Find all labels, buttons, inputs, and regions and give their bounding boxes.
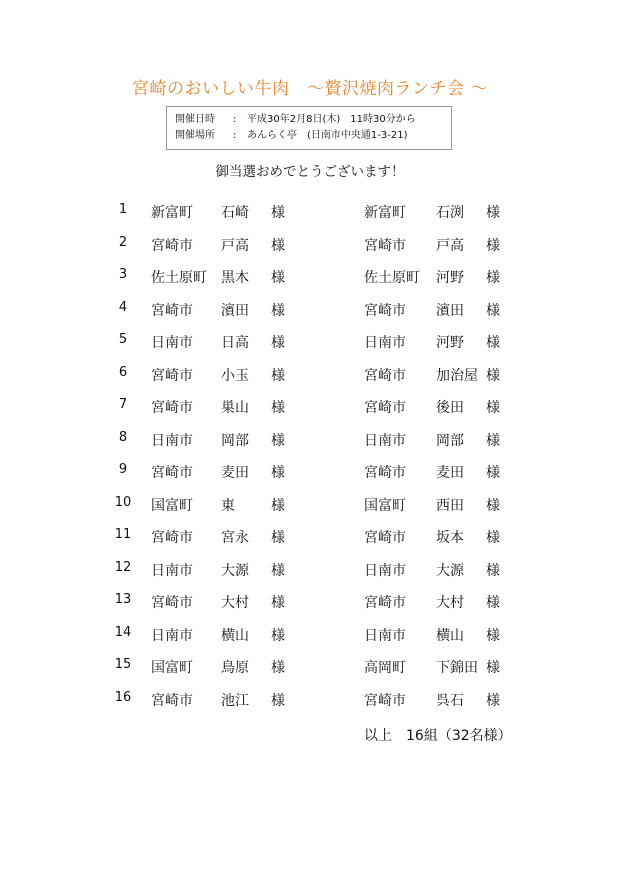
- winner-number: 14: [114, 624, 132, 640]
- winner-a-name: 大源: [221, 562, 249, 579]
- winner-b-name: 河野: [436, 335, 464, 351]
- winner-b-name: 西田: [436, 497, 464, 514]
- winner-a-name: 石崎: [221, 205, 249, 221]
- event-place-label: 開催場所: [175, 130, 215, 141]
- winner-a-city: 新富町: [151, 205, 193, 221]
- winner-a-city: 日南市: [151, 335, 193, 351]
- winner-a-city: 宮崎市: [151, 302, 193, 319]
- winner-a-honorific: 様: [271, 595, 285, 611]
- winner-a-honorific: 様: [271, 497, 285, 514]
- winner-b-name: 後田: [436, 400, 464, 416]
- winner-b-city: 宮崎市: [364, 595, 406, 611]
- winner-a-city: 日南市: [151, 627, 193, 644]
- winner-b-honorific: 様: [486, 400, 500, 416]
- winner-b-honorific: 様: [486, 237, 500, 254]
- winner-b-name: 戸高: [436, 237, 464, 254]
- winner-b-city: 日南市: [364, 562, 406, 579]
- winner-a-name: 戸高: [221, 237, 249, 254]
- winner-a-city: 宮崎市: [151, 400, 193, 416]
- winner-number: 15: [114, 657, 132, 672]
- winner-b-honorific: 様: [486, 302, 500, 319]
- winner-row: [0, 235, 620, 257]
- winner-b-honorific: 様: [486, 627, 500, 644]
- winner-a-city: 日南市: [151, 432, 193, 449]
- winner-row: [0, 300, 620, 322]
- winner-a-name: 黒木: [221, 270, 249, 286]
- winner-row: [0, 365, 620, 387]
- winner-a-city: 宮崎市: [151, 367, 193, 384]
- winner-number: 3: [118, 267, 128, 282]
- winner-b-name: 坂本: [436, 530, 464, 546]
- winner-b-name: 石渕: [436, 205, 464, 221]
- winner-row: [0, 625, 620, 647]
- winner-b-city: 宮崎市: [364, 465, 406, 481]
- winner-number: 16: [114, 689, 132, 705]
- winner-b-city: 国富町: [364, 497, 406, 514]
- winner-row: [0, 657, 620, 679]
- winner-row: [0, 495, 620, 517]
- winner-b-city: 宮崎市: [364, 530, 406, 546]
- winner-b-honorific: 様: [486, 497, 500, 514]
- winner-number: 9: [118, 462, 128, 477]
- winner-a-honorific: 様: [271, 530, 285, 546]
- winner-b-honorific: 様: [486, 335, 500, 351]
- winner-number: 10: [114, 494, 132, 510]
- winner-b-name: 横山: [436, 627, 464, 644]
- winner-a-honorific: 様: [271, 692, 285, 709]
- winner-a-name: 東: [221, 497, 235, 514]
- winner-a-name: 鳥原: [221, 660, 249, 676]
- winner-a-name: 日高: [221, 335, 249, 351]
- winner-b-honorific: 様: [486, 270, 500, 286]
- winner-b-name: 大源: [436, 562, 464, 579]
- winner-a-name: 岡部: [221, 432, 249, 449]
- winner-b-name: 麦田: [436, 465, 464, 481]
- event-date-separator: :: [233, 114, 237, 125]
- winner-b-city: 宮崎市: [364, 367, 406, 384]
- winner-b-name: 濱田: [436, 302, 464, 319]
- winner-a-name: 宮永: [221, 530, 249, 546]
- winner-a-honorific: 様: [271, 302, 285, 319]
- winner-row: [0, 397, 620, 419]
- winner-b-honorific: 様: [486, 562, 500, 579]
- winner-a-honorific: 様: [271, 270, 285, 286]
- winner-row: [0, 267, 620, 289]
- winner-b-honorific: 様: [486, 205, 500, 221]
- winner-b-name: 河野: [436, 270, 464, 286]
- winner-a-name: 横山: [221, 627, 249, 644]
- winner-a-name: 濱田: [221, 302, 249, 319]
- winner-b-city: 宮崎市: [364, 302, 406, 319]
- winner-number: 11: [114, 527, 132, 542]
- winner-a-name: 小玉: [221, 367, 249, 384]
- winner-a-honorific: 様: [271, 627, 285, 644]
- winner-a-city: 宮崎市: [151, 692, 193, 709]
- winner-row: [0, 462, 620, 484]
- winner-b-honorific: 様: [486, 530, 500, 546]
- winner-b-city: 宮崎市: [364, 400, 406, 416]
- winner-number: 12: [114, 559, 132, 575]
- winner-b-honorific: 様: [486, 432, 500, 449]
- winner-b-city: 新富町: [364, 205, 406, 221]
- winner-number: 13: [114, 592, 132, 607]
- winner-b-name: 下錦田: [436, 660, 478, 676]
- winner-row: [0, 430, 620, 452]
- winner-number: 2: [118, 234, 128, 250]
- winner-b-honorific: 様: [486, 660, 500, 676]
- winner-row: [0, 202, 620, 224]
- winner-row: [0, 592, 620, 614]
- event-date-row: [175, 112, 451, 128]
- winner-b-city: 宮崎市: [364, 237, 406, 254]
- winner-a-city: 国富町: [151, 497, 193, 514]
- winner-b-honorific: 様: [486, 692, 500, 709]
- winner-number: 6: [118, 364, 128, 380]
- winner-row: [0, 527, 620, 549]
- winner-a-city: 日南市: [151, 562, 193, 579]
- winner-b-city: 日南市: [364, 627, 406, 644]
- winner-a-city: 宮崎市: [151, 530, 193, 546]
- winner-a-name: 巣山: [221, 400, 249, 416]
- winner-b-name: 呉石: [436, 692, 464, 709]
- event-place-separator: :: [233, 130, 237, 141]
- event-date-label: 開催日時: [175, 114, 215, 125]
- winner-a-name: 池江: [221, 692, 249, 709]
- winner-number: 7: [118, 397, 128, 412]
- winner-b-honorific: 様: [486, 367, 500, 384]
- winner-b-name: 大村: [436, 595, 464, 611]
- event-date-value: 平成30年2月8日(木) 11時30分から: [247, 114, 416, 125]
- winner-b-city: 日南市: [364, 335, 406, 351]
- winner-b-name: 岡部: [436, 432, 464, 449]
- winner-b-honorific: 様: [486, 595, 500, 611]
- congratulations-message: 御当選おめでとうございます！: [215, 164, 405, 180]
- winner-a-name: 麦田: [221, 465, 249, 481]
- winner-number: 4: [118, 299, 128, 315]
- winner-b-city: 佐土原町: [364, 270, 420, 286]
- winner-a-city: 宮崎市: [151, 465, 193, 481]
- winner-number: 1: [118, 202, 128, 217]
- winner-a-name: 大村: [221, 595, 249, 611]
- winner-b-name: 加治屋: [436, 367, 478, 384]
- event-place-row: [175, 128, 451, 144]
- winner-b-city: 高岡町: [364, 660, 406, 676]
- summary-footer: 以上 16組（32名様）: [364, 728, 512, 744]
- winner-a-honorific: 様: [271, 205, 285, 221]
- winner-a-honorific: 様: [271, 367, 285, 384]
- winner-a-city: 国富町: [151, 660, 193, 676]
- winner-row: [0, 690, 620, 712]
- winner-a-city: 宮崎市: [151, 595, 193, 611]
- winner-number: 5: [118, 332, 128, 347]
- winner-a-honorific: 様: [271, 562, 285, 579]
- winner-row: [0, 560, 620, 582]
- winner-a-honorific: 様: [271, 465, 285, 481]
- winner-a-honorific: 様: [271, 432, 285, 449]
- winner-b-city: 宮崎市: [364, 692, 406, 709]
- winner-a-honorific: 様: [271, 400, 285, 416]
- winner-a-honorific: 様: [271, 237, 285, 254]
- winner-number: 8: [118, 429, 128, 445]
- event-info-box: [166, 106, 452, 150]
- winner-b-honorific: 様: [486, 465, 500, 481]
- winner-a-city: 宮崎市: [151, 237, 193, 254]
- winner-a-city: 佐土原町: [151, 270, 207, 286]
- page-title: 宮崎のおいしい牛肉 ～贅沢焼肉ランチ会 ～: [132, 79, 488, 99]
- winner-a-honorific: 様: [271, 660, 285, 676]
- winner-row: [0, 332, 620, 354]
- event-place-value: あんらく亭 (日南市中央通1-3-21): [247, 130, 408, 141]
- winner-b-city: 日南市: [364, 432, 406, 449]
- winner-a-honorific: 様: [271, 335, 285, 351]
